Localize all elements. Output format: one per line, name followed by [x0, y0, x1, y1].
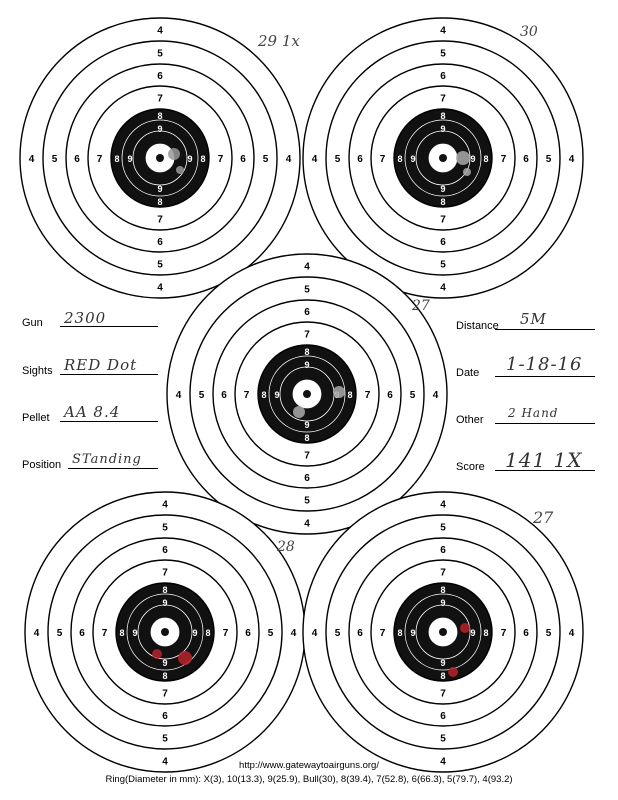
ring-number: 8	[440, 671, 446, 681]
ring-number: 5	[304, 495, 310, 507]
sights-value[interactable]: RED Dot	[64, 356, 138, 374]
distance-label: Distance	[456, 320, 499, 332]
x-ring	[161, 628, 169, 636]
ring-number: 6	[157, 237, 163, 248]
footer-url[interactable]: http://www.gatewaytoairguns.org/	[239, 760, 379, 771]
ring-number: 7	[500, 154, 507, 165]
sights-field-line	[60, 374, 158, 375]
ring-number: 6	[387, 390, 393, 401]
ring-number: 7	[243, 390, 250, 401]
ring-number: 8	[162, 585, 168, 595]
ring-number: 9	[410, 154, 416, 164]
ring-number: 4	[157, 282, 163, 294]
ring-number: 9	[440, 184, 446, 194]
ring-number: 8	[200, 154, 206, 164]
ring-number: 8	[205, 628, 211, 638]
ring-number: 9	[162, 598, 168, 608]
ring-number: 4	[432, 390, 439, 401]
ring-number: 6	[221, 390, 227, 401]
ring-number: 4	[285, 154, 292, 165]
ring-number: 7	[440, 688, 446, 700]
ring-number: 8	[397, 628, 403, 638]
ring-number: 7	[440, 567, 446, 579]
ring-number: 8	[304, 347, 310, 357]
ring-number: 7	[304, 329, 310, 341]
ring-number: 5	[440, 259, 446, 271]
ring-number: 6	[357, 628, 363, 639]
ring-number: 4	[311, 628, 318, 639]
ring-number: 7	[440, 93, 446, 105]
ring-number: 5	[334, 628, 341, 639]
ring-number: 9	[440, 598, 446, 608]
ring-number: 6	[440, 545, 446, 556]
ring-number: 8	[157, 197, 163, 207]
position-label: Position	[22, 459, 62, 471]
ring-number: 9	[470, 154, 476, 164]
other-value[interactable]: 2 Hand	[508, 406, 559, 420]
target-bottom-right	[303, 492, 583, 772]
ring-number: 6	[440, 71, 446, 82]
ring-number: 7	[217, 154, 224, 165]
date-field-line	[495, 376, 595, 377]
target-center	[167, 254, 447, 534]
ring-number: 5	[262, 154, 269, 165]
ring-number: 9	[187, 154, 193, 164]
ring-number: 5	[162, 733, 168, 745]
target-score: 30	[520, 24, 538, 40]
ring-number: 5	[304, 284, 310, 296]
x-ring	[303, 390, 311, 398]
pellet-hole	[460, 623, 470, 633]
ring-number: 4	[162, 756, 168, 768]
ring-number: 8	[440, 197, 446, 207]
ring-number: 8	[304, 433, 310, 443]
gun-label: Gun	[22, 317, 43, 329]
ring-number: 7	[157, 93, 163, 105]
ring-number: 8	[261, 390, 267, 400]
ring-number: 6	[523, 154, 529, 165]
score-value[interactable]: 141 1X	[505, 448, 583, 472]
ring-number: 7	[440, 214, 446, 226]
ring-number: 5	[440, 733, 446, 745]
ring-number: 9	[440, 658, 446, 668]
ring-number: 9	[410, 628, 416, 638]
ring-number: 9	[132, 628, 138, 638]
ring-number: 8	[119, 628, 125, 638]
ring-number: 5	[267, 628, 274, 639]
ring-number: 6	[240, 154, 246, 165]
ring-number: 9	[304, 360, 310, 370]
ring-number: 8	[483, 154, 489, 164]
score-label: Score	[456, 461, 485, 473]
position-value[interactable]: STanding	[72, 452, 142, 467]
ring-number: 6	[440, 237, 446, 248]
ring-number: 4	[33, 628, 40, 639]
ring-number: 4	[175, 390, 182, 401]
ring-number: 6	[304, 307, 310, 318]
ring-number: 9	[274, 390, 280, 400]
x-ring	[439, 154, 447, 162]
ring-number: 4	[440, 756, 446, 768]
x-ring	[156, 154, 164, 162]
pellet-hole	[152, 649, 162, 659]
ring-number: 5	[440, 48, 446, 60]
ring-number: 4	[162, 499, 168, 511]
pellet-hole	[448, 667, 458, 677]
ring-number: 5	[51, 154, 58, 165]
date-label: Date	[456, 367, 480, 379]
ring-number: 9	[304, 420, 310, 430]
pellet-hole	[333, 386, 345, 398]
ring-number: 9	[440, 124, 446, 134]
ring-number: 9	[157, 184, 163, 194]
ring-number: 5	[409, 390, 416, 401]
ring-number: 9	[470, 628, 476, 638]
footer-ring-diameters: Ring(Diameter in mm): X(3), 10(13.3), 9(25.9), Bull(30), 8(39.4), 7(52.8), 6(66.3), 5(79.7), 4(93.2)	[105, 774, 513, 785]
ring-number: 9	[192, 628, 198, 638]
ring-number: 4	[568, 154, 575, 165]
ring-number: 7	[500, 628, 507, 639]
ring-number: 9	[162, 658, 168, 668]
ring-number: 4	[304, 518, 310, 530]
ring-number: 6	[162, 711, 168, 722]
other-label: Other	[456, 414, 484, 426]
ring-number: 6	[74, 154, 80, 165]
ring-number: 4	[440, 25, 446, 37]
pellet-hole	[178, 651, 192, 665]
gun-value[interactable]: 2300	[64, 309, 107, 327]
ring-number: 7	[157, 214, 163, 226]
ring-number: 9	[127, 154, 133, 164]
distance-field-line	[495, 329, 595, 330]
distance-value[interactable]: 5M	[520, 310, 547, 328]
ring-number: 7	[304, 450, 310, 462]
ring-number: 8	[347, 390, 353, 400]
ring-number: 5	[56, 628, 63, 639]
ring-number: 5	[157, 48, 163, 60]
target-bottom-left	[25, 492, 305, 772]
ring-number: 6	[157, 71, 163, 82]
target-top-left	[20, 18, 300, 298]
target-score: 27	[533, 508, 554, 527]
ring-number: 7	[379, 628, 386, 639]
ring-number: 6	[79, 628, 85, 639]
ring-number: 9	[157, 124, 163, 134]
pellet-hole	[463, 168, 471, 176]
ring-number: 4	[290, 628, 297, 639]
ring-number: 4	[28, 154, 35, 165]
ring-number: 4	[440, 499, 446, 511]
target-score: 27	[412, 298, 430, 314]
ring-number: 4	[440, 282, 446, 294]
ring-number: 6	[245, 628, 251, 639]
ring-number: 5	[440, 522, 446, 534]
ring-number: 4	[311, 154, 318, 165]
ring-number: 4	[568, 628, 575, 639]
ring-number: 5	[334, 154, 341, 165]
target-score: 29 1x	[258, 32, 300, 50]
pellet-hole	[456, 151, 470, 165]
ring-number: 6	[357, 154, 363, 165]
pellet-hole	[176, 166, 184, 174]
pellet-field-line	[60, 421, 158, 422]
position-field-line	[68, 468, 158, 469]
sights-label: Sights	[22, 365, 53, 377]
ring-number: 8	[440, 111, 446, 121]
pellet-hole	[168, 148, 180, 160]
ring-number: 4	[304, 261, 310, 273]
ring-number: 7	[162, 567, 168, 579]
ring-number: 5	[545, 628, 552, 639]
x-ring	[439, 628, 447, 636]
other-field-line	[495, 423, 595, 424]
ring-number: 6	[304, 473, 310, 484]
target-top-right	[303, 18, 583, 298]
ring-number: 7	[101, 628, 108, 639]
target-score: 28	[277, 539, 295, 555]
pellet-value[interactable]: AA 8.4	[64, 403, 121, 421]
ring-number: 6	[523, 628, 529, 639]
ring-number: 6	[162, 545, 168, 556]
ring-number: 6	[440, 711, 446, 722]
ring-number: 8	[483, 628, 489, 638]
date-value[interactable]: 1-18-16	[506, 354, 583, 375]
ring-number: 8	[114, 154, 120, 164]
ring-number: 7	[222, 628, 229, 639]
ring-number: 7	[96, 154, 103, 165]
ring-number: 8	[162, 671, 168, 681]
ring-number: 5	[162, 522, 168, 534]
ring-number: 7	[162, 688, 168, 700]
ring-number: 8	[440, 585, 446, 595]
ring-number: 7	[379, 154, 386, 165]
pellet-label: Pellet	[22, 412, 50, 424]
ring-number: 5	[157, 259, 163, 271]
pellet-hole	[293, 406, 305, 418]
ring-number: 5	[545, 154, 552, 165]
ring-number: 7	[364, 390, 371, 401]
ring-number: 5	[198, 390, 205, 401]
ring-number: 8	[157, 111, 163, 121]
ring-number: 8	[397, 154, 403, 164]
ring-number: 4	[157, 25, 163, 37]
